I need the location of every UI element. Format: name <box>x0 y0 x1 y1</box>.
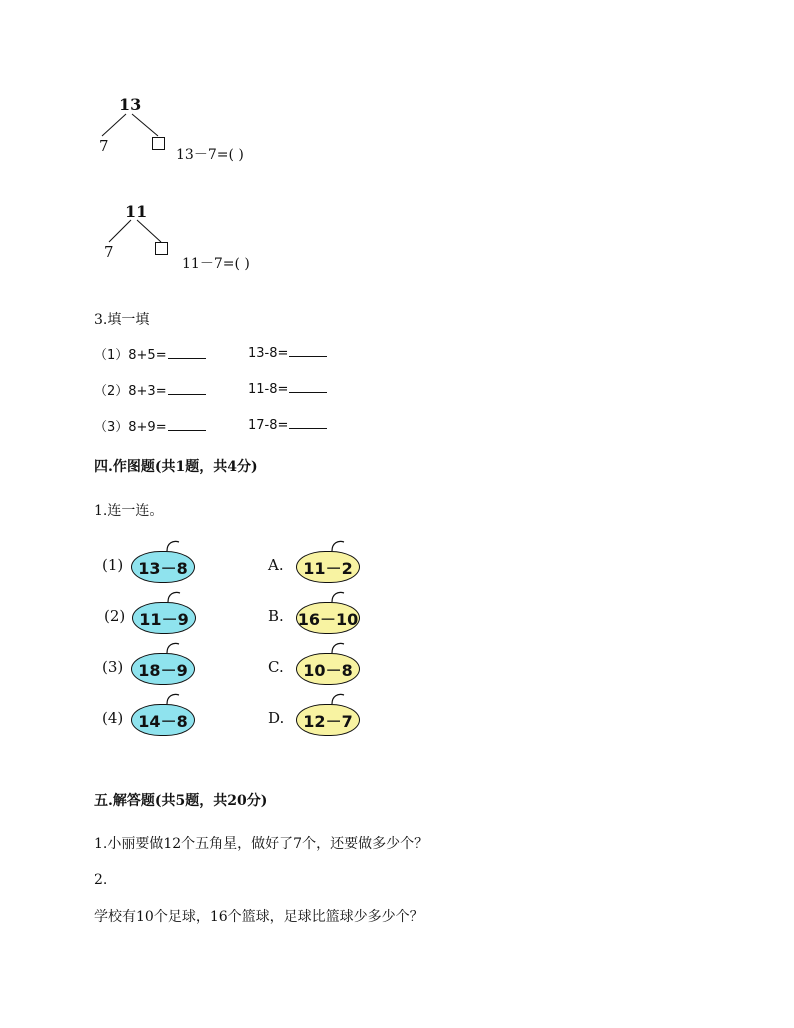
tree-equation: 11－7=( ) <box>182 256 250 272</box>
right-apple-B[interactable] <box>296 588 362 636</box>
fill-item-1-left: （1）8+5= <box>94 344 206 363</box>
match-left-label-2: (2) <box>104 607 126 625</box>
right-apple-A[interactable] <box>296 537 362 585</box>
match-left-label-1: (1) <box>102 556 124 574</box>
apple-expression: 16－10 <box>296 602 360 634</box>
apple-expression: 13－8 <box>131 551 195 583</box>
apple-expression: 11－9 <box>132 602 196 634</box>
fill-title: 3.填一填 <box>94 312 150 328</box>
right-apple-C[interactable] <box>296 639 362 687</box>
fill-item-2-left: （2）8+3= <box>94 380 206 399</box>
apple-expression: 12－7 <box>296 704 360 736</box>
apple-expression: 10－8 <box>296 653 360 685</box>
apple-expression: 14－8 <box>131 704 195 736</box>
section-5-question-2-number: 2. <box>94 872 108 888</box>
apple-expression: 11－2 <box>296 551 360 583</box>
left-apple-1[interactable] <box>131 537 197 585</box>
match-left-label-3: (3) <box>102 658 124 676</box>
fill-item-3-left: （3）8+9= <box>94 416 206 435</box>
tree-left-number: 7 <box>99 137 109 155</box>
left-apple-3[interactable] <box>131 639 197 687</box>
answer-blank[interactable] <box>168 382 206 395</box>
answer-box[interactable] <box>155 242 168 255</box>
answer-blank[interactable] <box>289 416 327 429</box>
tree-left-number: 7 <box>104 243 114 261</box>
section-5-question-1: 1.小丽要做12个五角星，做好了7个，还要做多少个？ <box>94 836 429 852</box>
tree-equation: 13－7=( ) <box>176 147 244 163</box>
answer-blank[interactable] <box>168 418 206 431</box>
match-right-label-D: D. <box>268 709 285 727</box>
section-4-question-1: 1.连一连。 <box>94 503 164 519</box>
match-right-label-B: B. <box>268 607 284 625</box>
apple-expression: 18－9 <box>131 653 195 685</box>
section-5-title: 五.解答题(共5题，共20分) <box>94 793 268 809</box>
match-right-label-A: A. <box>268 556 284 574</box>
section-5-question-2: 学校有10个足球，16个篮球，足球比篮球少多少个？ <box>94 909 424 925</box>
left-apple-4[interactable] <box>131 690 197 738</box>
match-left-label-4: (4) <box>102 709 124 727</box>
answer-box[interactable] <box>152 137 165 150</box>
section-4-title: 四.作图题(共1题，共4分) <box>94 459 258 475</box>
match-right-label-C: C. <box>268 658 284 676</box>
answer-blank[interactable] <box>168 346 206 359</box>
fill-item-2-right: 11-8= <box>248 380 327 397</box>
fill-item-1-right: 13-8= <box>248 344 327 361</box>
left-apple-2[interactable] <box>132 588 198 636</box>
right-apple-D[interactable] <box>296 690 362 738</box>
tree-top-number: 11 <box>125 202 148 221</box>
answer-blank[interactable] <box>289 344 327 357</box>
fill-item-3-right: 17-8= <box>248 416 327 433</box>
tree-top-number: 13 <box>119 95 142 114</box>
answer-blank[interactable] <box>289 380 327 393</box>
